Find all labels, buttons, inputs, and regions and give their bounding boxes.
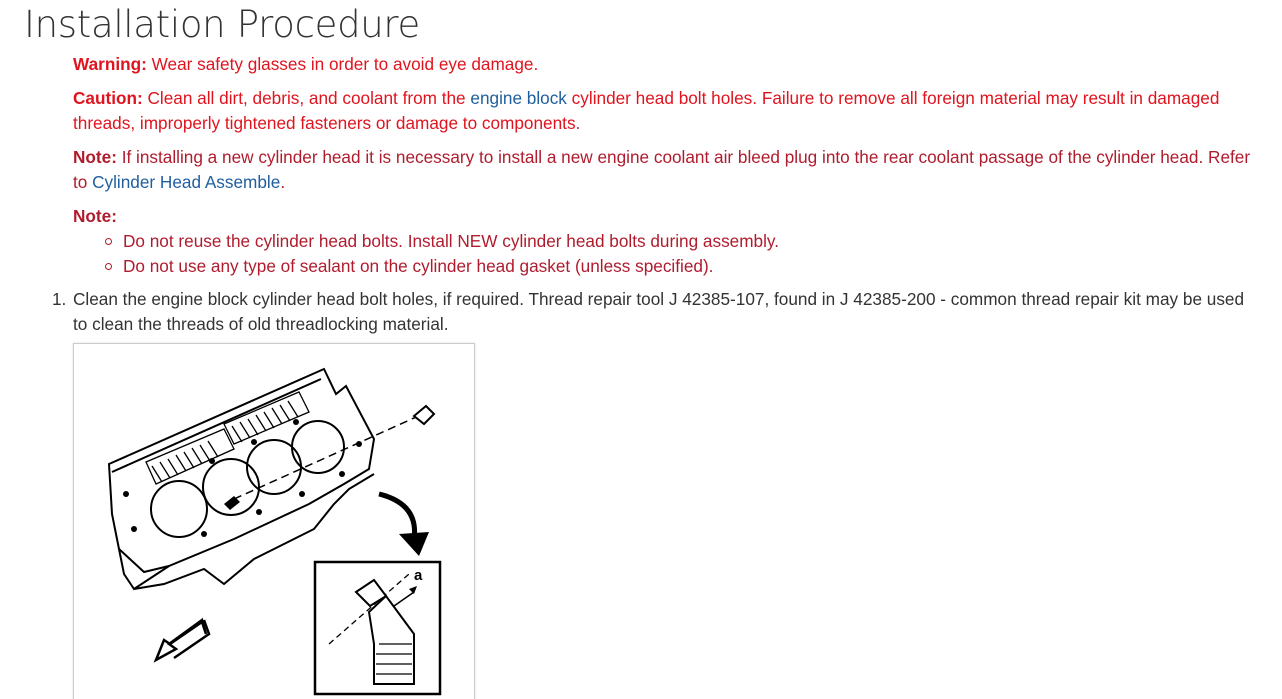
procedure-figure — [73, 343, 475, 699]
warning-notice — [73, 52, 1263, 77]
curved-arrow-icon — [379, 494, 429, 556]
bullet-circle-icon — [105, 263, 112, 270]
caution-label: Caution: — [73, 88, 143, 108]
callout-label: a — [414, 567, 423, 584]
procedure-content — [52, 52, 1263, 699]
note-bullet-list — [73, 229, 1263, 279]
procedure-steps — [52, 287, 1263, 699]
cylinder-head-assemble-link[interactable]: Cylinder Head Assemble — [92, 172, 281, 192]
bullet-text: Do not reuse the cylinder head bolts. Install NEW cylinder head bolts during assembly. — [123, 231, 780, 251]
bullet-circle-icon — [105, 238, 112, 245]
lifter-valley — [146, 392, 309, 484]
note-text-before: If installing a new cylinder head it is necessary to install a new engine coolant air bleed plug into the rear coolant passage of the cylinder head. Refer to — [73, 147, 1251, 192]
engine-block-illustration — [74, 344, 474, 699]
note-label: Note: — [73, 147, 117, 167]
detail-inset — [315, 562, 440, 694]
page-title: Installation Procedure — [24, 3, 420, 46]
note-bolts — [73, 204, 1263, 279]
engine-block-outline — [109, 369, 374, 589]
warning-label: Warning: — [73, 54, 147, 74]
step-number: 1. — [52, 289, 67, 309]
engine-block-link[interactable]: engine block — [470, 88, 567, 108]
list-item — [103, 254, 1263, 279]
note-text-after: . — [280, 172, 286, 192]
front-arrow-icon — [156, 620, 209, 660]
step-1 — [52, 287, 1263, 699]
caution-notice — [73, 86, 1263, 136]
note-label: Note: — [73, 206, 117, 226]
caution-text-before: Clean all dirt, debris, and coolant from the — [142, 88, 471, 108]
note-coolant-plug — [73, 145, 1263, 195]
caution-text-after: cylinder head bolt holes. Failure to remove all foreign material may result in damaged threads, improperly tightened fasteners or damage to components. — [73, 88, 1220, 133]
bullet-text: Do not use any type of sealant on the cylinder head gasket (unless specified). — [123, 256, 714, 276]
step-text: Clean the engine block cylinder head bolt holes, if required. Thread repair tool J 42385-107, found in J 42385-200 - common thread repair kit may be used to clean the threads of old threadlocking material. — [73, 289, 1245, 334]
warning-text: Wear safety glasses in order to avoid eye damage. — [146, 54, 539, 74]
list-item — [103, 229, 1263, 254]
